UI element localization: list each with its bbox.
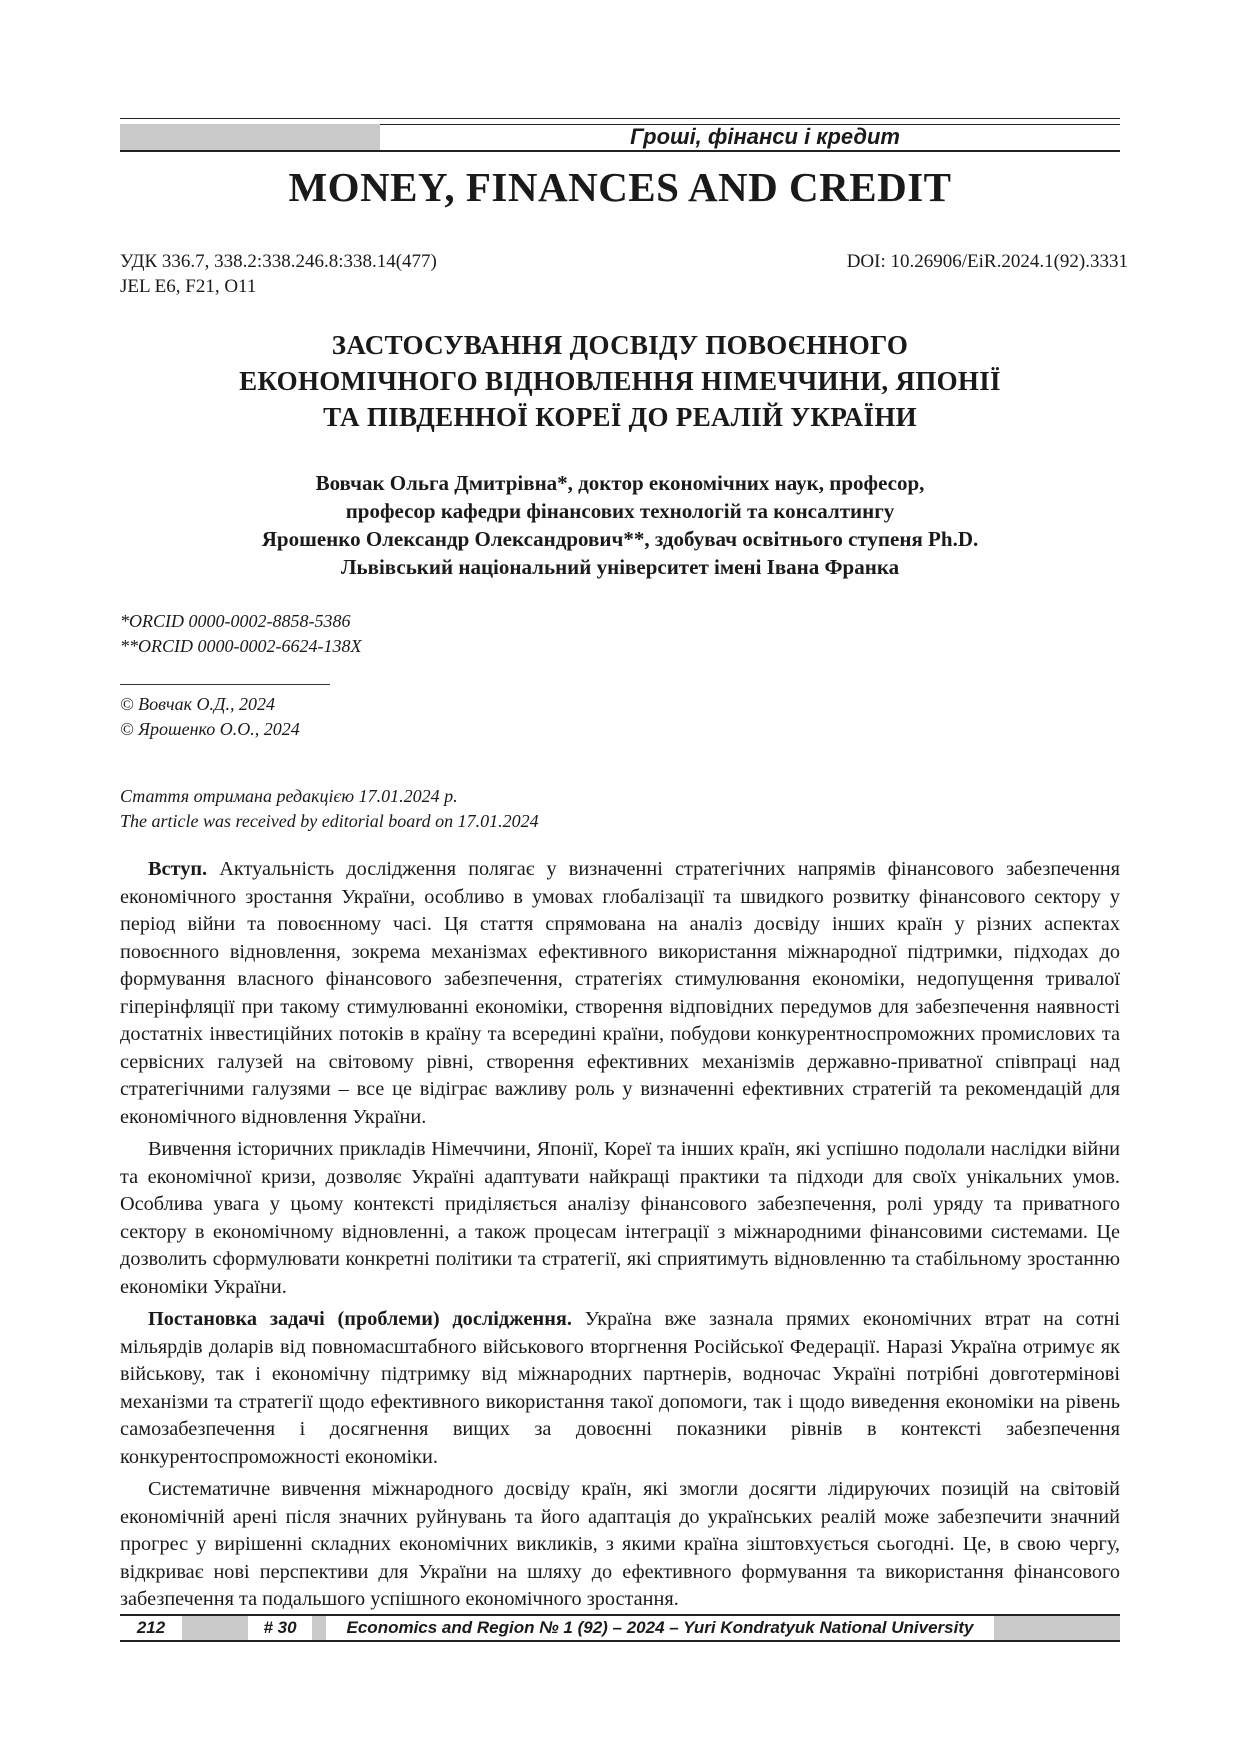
orcid-list: [120, 609, 361, 659]
orcid-item: **ORCID 0000-0002-6624-138X: [120, 636, 362, 656]
header-band: [120, 124, 1120, 150]
article-title-line: ЕКОНОМІЧНОГО ВІДНОВЛЕННЯ НІМЕЧЧИНИ, ЯПОНІЇ: [239, 366, 1001, 396]
paragraph-text: Актуальність дослідження полягає у визначенні стратегічних напрямів фінансового забезпечення економічного зростання України, особливо в умовах глобалізації та швидкого розвитку фінансового сектору у період війни та повоєнному часі. Ця стаття спрямована на аналіз досвіду інших країн у різних аспектах повоєнного відновлення, зокрема механізмах ефективного використання міжнародної підтримки, підходах до формування власного фінансового забезпечення, стратегіях стимулювання економіки, недопущення тривалої гіперінфляції при такому стимулюванні економіки, створення відповідних передумов для забезпечення наявності достатніх інвестиційних потоків в країну та всередині країни, побудови конкурентноспроможних промислових та сервісних галузей на світовому рівні, створення ефективних механізмів державно-приватної співпраці над стратегічними галузями – все це відіграє важливу роль у визначенні ефективних стратегій та рекомендацій для економічного відновлення України.: [120, 858, 1120, 1128]
doi: DOI: 10.26906/EiR.2024.1(92).3331: [846, 251, 1128, 272]
issue-number: # 30: [263, 1618, 297, 1637]
article-title-line: ЗАСТОСУВАННЯ ДОСВІДУ ПОВОЄННОГО: [331, 330, 909, 360]
udc-code: УДК 336.7, 338.2:338.246.8:338.14(477): [120, 251, 437, 272]
jel-code: JEL E6, F21, O11: [120, 276, 257, 297]
orcid-item: *ORCID 0000-0002-8858-5386: [120, 611, 351, 631]
paragraph: [120, 1136, 1120, 1301]
paragraph-text: Україна вже зазнала прямих економічних втрат на сотні мільярдів доларів від повномасштабного військового вторгнення Російської Федерації. Наразі Україна отримує як військову, так і економічну підтримку від міжнародних партнерів, водночас Україні потрібні довготермінові механізми та стратегії щодо ефективного використання такої допомоги, так і щодо виведення економіки на рівень самозабезпечення і досягнення вищих за довоєнні показники рівнів в контексті забезпечення конкурентоспроможності економіки.: [120, 1308, 1120, 1468]
header-underline: [120, 150, 1120, 152]
paragraph: [120, 1476, 1120, 1614]
header-grey-block: [120, 124, 380, 150]
paragraph-lead: Постановка задачі (проблеми) дослідження.: [148, 1308, 572, 1330]
author-line: Вовчак Ольга Дмитрівна*, доктор економічних наук, професор,: [315, 471, 925, 495]
received-ua: Стаття отримана редакцією 17.01.2024 р.: [120, 786, 458, 806]
footer-grey-block: [182, 1616, 248, 1640]
section-title: MONEY, FINANCES AND CREDIT: [288, 164, 952, 210]
paragraph-lead: Вступ.: [148, 858, 208, 880]
paragraph-introduction: [120, 856, 1120, 1131]
article-title-line: ТА ПІВДЕННОЇ КОРЕЇ ДО РЕАЛІЙ УКРАЇНИ: [323, 402, 917, 432]
article-body: [120, 856, 1120, 1619]
affiliation: Львівський національний університет імені Івана Франка: [340, 555, 900, 579]
author-line: Ярошенко Олександр Олександрович**, здобувач освітнього ступеня Ph.D.: [261, 527, 979, 551]
copyright-item: © Вовчак О.Д., 2024: [120, 694, 275, 714]
received-note: [120, 784, 539, 834]
article-title: [120, 327, 1120, 435]
footer-grey-block: [994, 1616, 1120, 1640]
journal-name: Economics and Region № 1 (92) – 2024 – Yuri Kondratyuk National University: [346, 1618, 974, 1637]
classification-codes: [120, 249, 437, 299]
authors-block: [120, 469, 1120, 581]
copyright-list: [120, 692, 300, 742]
running-title: Гроші, фінанси і кредит: [630, 124, 900, 149]
copyright-item: © Ярошенко О.О., 2024: [120, 719, 300, 739]
paragraph-text: Вивчення історичних прикладів Німеччини, Японії, Кореї та інших країн, які успішно подолали наслідки війни та економічної кризи, дозволяє Україні адаптувати найкращі практики та підходи для своїх унікальних умов. Особлива увага у цьому контексті приділяється аналізу фінансового забезпечення, ролі уряду та приватного сектору в економічному відновленні, а також процесам інтеграції з міжнародними фінансовими системами. Це дозволить сформулювати конкретні політики та стратегії, які сприятимуть відновленню та стабільному зростанню економіки України.: [120, 1138, 1120, 1298]
page-footer: [120, 1614, 1120, 1642]
paragraph-problem-statement: [120, 1306, 1120, 1471]
paragraph-text: Систематичне вивчення міжнародного досвіду країн, які змогли досягти лідируючих позицій на світовій економічній арені після значних руйнувань та його адаптація до українських реалій може забезпечити значний прогрес у вирішенні складних економічних викликів, з якими країна зіштовхується сьогодні. Це, в свою чергу, відкриває нові перспективи для України на шляху до ефективного формування та використання фінансового забезпечення та подальшого успішного економічного зростання.: [120, 1478, 1120, 1610]
received-en: The article was received by editorial board on 17.01.2024: [120, 811, 539, 831]
footnote-divider: [120, 684, 330, 685]
footer-grey-block: [312, 1616, 326, 1640]
author-line: професор кафедри фінансових технологій та консалтингу: [345, 499, 895, 523]
page-number: 212: [136, 1618, 166, 1637]
